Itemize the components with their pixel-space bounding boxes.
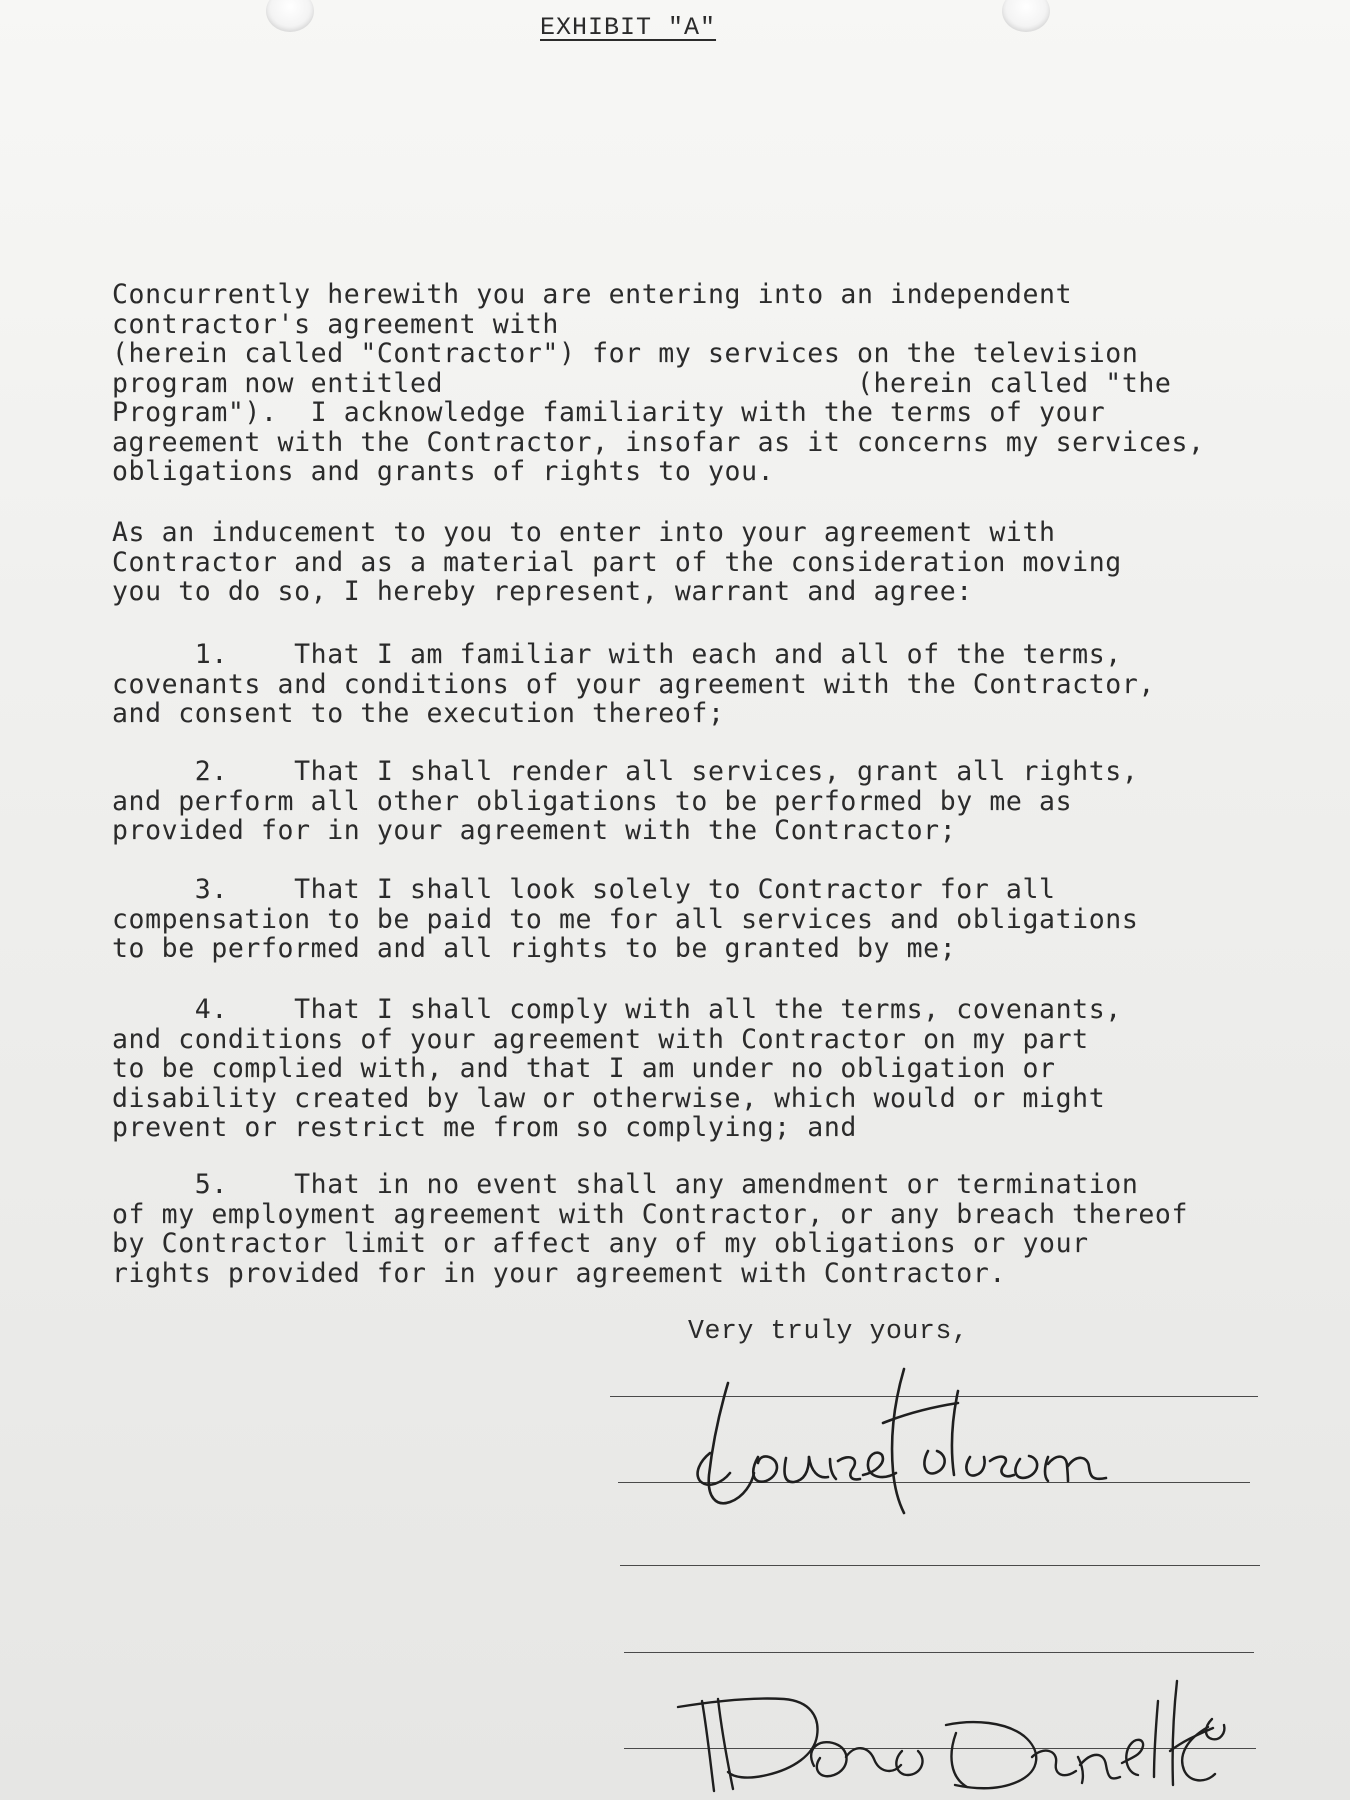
numbered-item-1: 1. That I am familiar with each and all of the terms, covenants and conditions of your agreement with the Contractor, and consent to the execution thereof; <box>112 639 1155 729</box>
signature-louise-folsom <box>680 1355 1180 1515</box>
numbered-item-2: 2. That I shall render all services, grant all rights, and perform all other obligations to be performed by me as provided for in your agreement with the Contractor; <box>112 756 1139 846</box>
numbered-item-5: 5. That in no event shall any amendment or termination of my employment agreement with Contractor, or any breach thereof by Contractor limit or affect any of my obligations or your rights provided for in your agreement with Contractor. <box>112 1169 1189 1289</box>
punch-hole-left <box>266 0 314 32</box>
closing-salutation: Very truly yours, <box>688 1316 969 1346</box>
numbered-item-3: 3. That I shall look solely to Contractor for all compensation to be paid to me for all services and obligations to be performed and all rights to be granted by me; <box>112 874 1139 964</box>
signature-dale-daniels <box>660 1615 1280 1800</box>
inducement-paragraph: As an inducement to you to enter into your agreement with Contractor and as a material part of the consideration moving you to do so, I hereby represent, warrant and agree: <box>112 517 1122 607</box>
punch-hole-right <box>1002 0 1050 32</box>
intro-paragraph: Concurrently herewith you are entering into an independent contractor's agreement with (herein called "Contractor") for my services on the television program now entitled (herein called "the Program"). I acknowledge familiarity with the terms of your agreement with the Contractor, insofar as it concerns my services, obligations and grants of rights to you. <box>112 279 1205 487</box>
exhibit-title: EXHIBIT "A" <box>540 13 717 42</box>
numbered-item-4: 4. That I shall comply with all the terms, covenants, and conditions of your agreement with Contractor on my part to be complied with, and that I am under no obligation or disability created by law or otherwise, which would or might prevent or restrict me from so complying; and <box>112 994 1122 1143</box>
signature-line-3 <box>620 1565 1260 1566</box>
